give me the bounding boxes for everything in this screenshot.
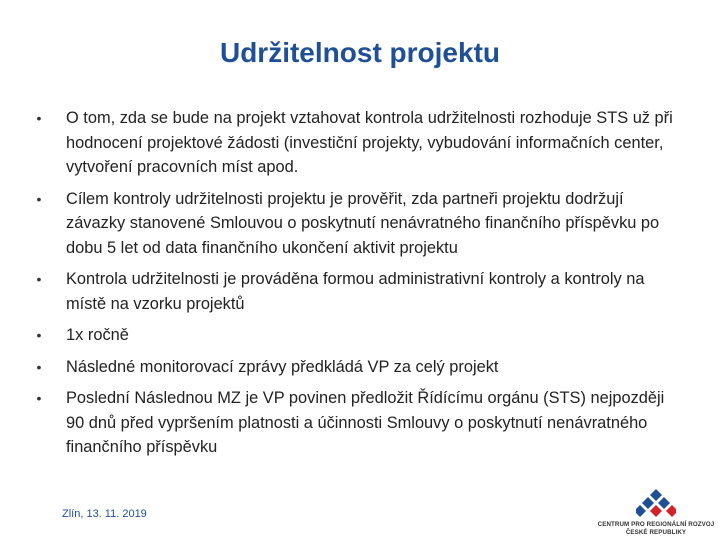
bullet-list: [32, 106, 682, 467]
bullet-item: [32, 267, 682, 316]
bullet-item: [32, 187, 682, 261]
bullet-icon: •: [36, 327, 42, 343]
bullet-text: Kontrola udržitelnosti je prováděna formou administrativní kontroly a kontroly na místě na vzorku projektů: [66, 270, 645, 313]
bullet-icon: •: [36, 358, 42, 375]
logo-line-1: CENTRUM PRO REGIONÁLNÍ ROZVOJ: [597, 521, 715, 528]
crr-logo: [594, 488, 718, 540]
bullet-item: [32, 355, 682, 380]
bullet-icon: •: [36, 190, 42, 207]
crr-logo-text: [594, 521, 718, 537]
bullet-icon: •: [36, 271, 42, 287]
bullet-icon: •: [36, 390, 42, 406]
bullet-text: Poslední Následnou MZ je VP povinen předložit Řídícímu orgánu (STS) nejpozději 90 dnů před vypršením platnosti a účinnosti Smlouvy o poskytnutí nenávratného finančního příspěvku: [66, 389, 665, 456]
bullet-text: O tom, zda se bude na projekt vztahovat kontrola udržitelnosti rozhoduje STS už při hodnocení projektové žádosti (investiční projekty, vybudování informačních center, vytvoření pracovních míst apod.: [66, 109, 673, 176]
bullet-icon: •: [36, 110, 42, 126]
logo-line-2: ČESKÉ REPUBLIKY: [625, 529, 687, 536]
bullet-item: [32, 106, 682, 180]
bullet-text: Cílem kontroly udržitelnosti projektu je prověřit, zda partneři projektu dodržují závazky stanovené Smlouvou o poskytnutí nenávratného finančního příspěvku po dobu 5 let od data finančního ukončení aktivit projektu: [66, 189, 660, 257]
footer-date: Zlín, 13. 11. 2019: [62, 508, 147, 520]
slide-title: Udržitelnost projektu: [219, 37, 500, 68]
bullet-item: [32, 386, 682, 460]
bullet-text: 1x ročně: [66, 326, 129, 344]
bullet-item: [32, 323, 682, 348]
crr-logo-icon: [636, 488, 676, 520]
bullet-text: Následné monitorovací zprávy předkládá VP za celý projekt: [66, 357, 499, 376]
